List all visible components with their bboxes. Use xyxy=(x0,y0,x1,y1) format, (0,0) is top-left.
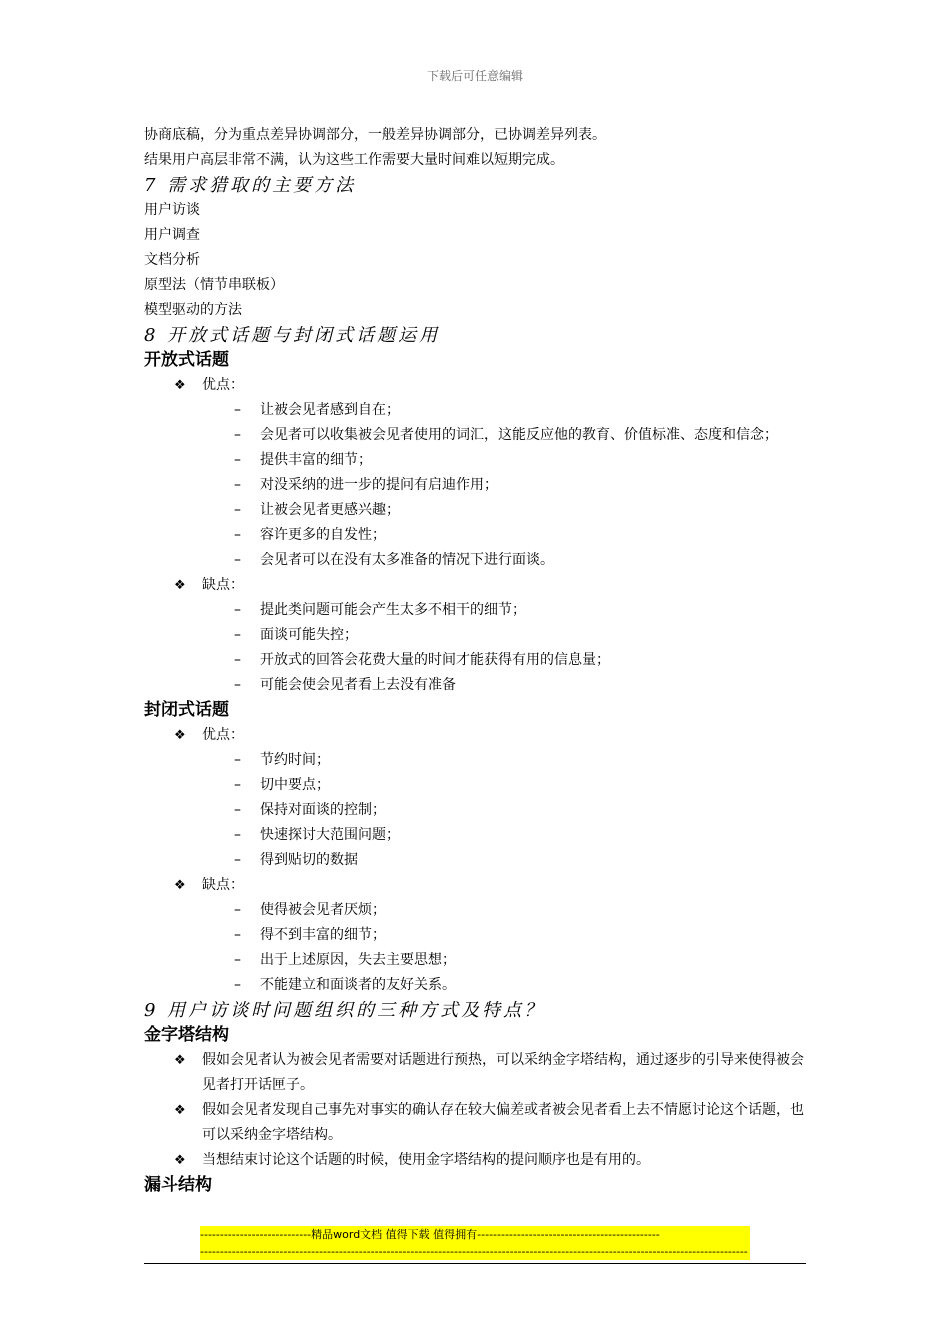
item-text: 快速探讨大范围问题； xyxy=(260,827,400,843)
section-7-heading: 7 需求猎取的主要方法 xyxy=(144,175,357,196)
label-text: 优点： xyxy=(202,377,244,393)
dash-bullet: – xyxy=(234,427,241,443)
pyramid-item xyxy=(144,1098,806,1148)
method-item: 原型法（情节串联板） xyxy=(144,277,284,293)
label-text: 优点： xyxy=(202,727,244,743)
diamond-bullet-icon: ❖ xyxy=(174,378,186,393)
intro-line: 协商底稿，分为重点差异协调部分，一般差异协调部分，已协调差异列表。 xyxy=(144,127,606,143)
dash-bullet: – xyxy=(234,402,241,418)
pyramid-item xyxy=(144,1048,806,1098)
open-pro-item xyxy=(144,523,806,548)
item-text: 假如会见者发现自己事先对事实的确认存在较大偏差或者被会见者看上去不情愿讨论这个话题，也可以采纳金字塔结构。 xyxy=(202,1102,804,1143)
open-topic-heading: 开放式话题 xyxy=(144,350,229,370)
method-item: 用户调查 xyxy=(144,227,200,243)
item-text: 当想结束讨论这个话题的时候，使用金字塔结构的提问顺序也是有用的。 xyxy=(202,1152,650,1168)
open-pro-item xyxy=(144,548,806,573)
dash-bullet: – xyxy=(234,502,241,518)
open-con-item xyxy=(144,648,806,673)
closed-con-item xyxy=(144,898,806,923)
item-text: 对没采纳的进一步的提问有启迪作用； xyxy=(260,477,498,493)
closed-topic-heading: 封闭式话题 xyxy=(144,700,229,720)
dash-bullet: – xyxy=(234,477,241,493)
open-cons-label xyxy=(144,573,806,598)
diamond-bullet-icon: ❖ xyxy=(174,1153,186,1168)
dash-bullet: – xyxy=(234,902,241,918)
item-text: 可能会使会见者看上去没有准备 xyxy=(260,677,456,693)
open-con-item xyxy=(144,598,806,623)
closed-con-item xyxy=(144,973,806,998)
diamond-bullet-icon: ❖ xyxy=(174,878,186,893)
open-con-item xyxy=(144,673,806,698)
item-text: 使得被会见者厌烦； xyxy=(260,902,386,918)
dash-bullet: – xyxy=(234,527,241,543)
dash-bullet: – xyxy=(234,652,241,668)
dash-bullet: – xyxy=(234,802,241,818)
diamond-bullet-icon: ❖ xyxy=(174,578,186,593)
dash-bullet: – xyxy=(234,452,241,468)
open-pro-item xyxy=(144,423,806,448)
item-text: 节约时间； xyxy=(260,752,330,768)
footer-banner xyxy=(200,1226,750,1260)
item-text: 切中要点； xyxy=(260,777,330,793)
closed-pro-item xyxy=(144,748,806,773)
closed-pro-item xyxy=(144,823,806,848)
closed-pro-item xyxy=(144,798,806,823)
closed-cons-label xyxy=(144,873,806,898)
open-pro-item xyxy=(144,448,806,473)
page-header: 下载后可任意编辑 xyxy=(426,69,523,83)
dash-bullet: – xyxy=(234,677,241,693)
diamond-bullet-icon: ❖ xyxy=(174,1103,186,1118)
footer-line: ----------------------------精品word文档 值得下载 值得拥有---------------------------------------------- xyxy=(200,1228,660,1241)
closed-con-item xyxy=(144,923,806,948)
intro-line: 结果用户高层非常不满，认为这些工作需要大量时间难以短期完成。 xyxy=(144,152,564,168)
item-text: 得不到丰富的细节； xyxy=(260,927,386,943)
diamond-bullet-icon: ❖ xyxy=(174,1053,186,1068)
diamond-bullet-icon: ❖ xyxy=(174,728,186,743)
pyramid-item xyxy=(144,1148,806,1173)
dash-bullet: – xyxy=(234,552,241,568)
item-text: 会见者可以在没有太多准备的情况下进行面谈。 xyxy=(260,552,554,568)
item-text: 会见者可以收集被会见者使用的词汇，这能反应他的教育、价值标准、态度和信念； xyxy=(260,427,778,443)
item-text: 提此类问题可能会产生太多不相干的细节； xyxy=(260,602,526,618)
funnel-heading: 漏斗结构 xyxy=(144,1175,212,1195)
closed-pro-item xyxy=(144,848,806,873)
item-text: 让被会见者感到自在； xyxy=(260,402,400,418)
label-text: 缺点： xyxy=(202,877,244,893)
method-item: 模型驱动的方法 xyxy=(144,302,242,318)
item-text: 得到贴切的数据 xyxy=(260,852,358,868)
item-text: 面谈可能失控； xyxy=(260,627,358,643)
open-con-item xyxy=(144,623,806,648)
footer-line: ------------------------------------------------------------------------------------------------------------------------------------------ xyxy=(200,1245,748,1258)
dash-bullet: – xyxy=(234,977,241,993)
footer-divider xyxy=(144,1263,806,1264)
pyramid-heading: 金字塔结构 xyxy=(144,1025,229,1045)
dash-bullet: – xyxy=(234,627,241,643)
dash-bullet: – xyxy=(234,777,241,793)
item-text: 提供丰富的细节； xyxy=(260,452,372,468)
section-9-heading: 9 用户访谈时问题组织的三种方式及特点？ xyxy=(144,1000,546,1021)
dash-bullet: – xyxy=(234,752,241,768)
open-pro-item xyxy=(144,473,806,498)
item-text: 保持对面谈的控制； xyxy=(260,802,386,818)
closed-con-item xyxy=(144,948,806,973)
open-pro-item xyxy=(144,498,806,523)
item-text: 开放式的回答会花费大量的时间才能获得有用的信息量； xyxy=(260,652,610,668)
method-item: 用户访谈 xyxy=(144,202,200,218)
label-text: 缺点： xyxy=(202,577,244,593)
open-pros-label xyxy=(144,373,806,398)
dash-bullet: – xyxy=(234,827,241,843)
section-8-heading: 8 开放式话题与封闭式话题运用 xyxy=(144,325,441,346)
open-pro-item xyxy=(144,398,806,423)
document-body xyxy=(144,123,806,1198)
item-text: 出于上述原因，失去主要思想； xyxy=(260,952,456,968)
item-text: 让被会见者更感兴趣； xyxy=(260,502,400,518)
item-text: 不能建立和面谈者的友好关系。 xyxy=(260,977,456,993)
method-item: 文档分析 xyxy=(144,252,200,268)
dash-bullet: – xyxy=(234,852,241,868)
closed-pro-item xyxy=(144,773,806,798)
closed-pros-label xyxy=(144,723,806,748)
item-text: 容许更多的自发性； xyxy=(260,527,386,543)
dash-bullet: – xyxy=(234,602,241,618)
dash-bullet: – xyxy=(234,927,241,943)
item-text: 假如会见者认为被会见者需要对话题进行预热，可以采纳金字塔结构，通过逐步的引导来使得被会见者打开话匣子。 xyxy=(202,1052,804,1093)
dash-bullet: – xyxy=(234,952,241,968)
